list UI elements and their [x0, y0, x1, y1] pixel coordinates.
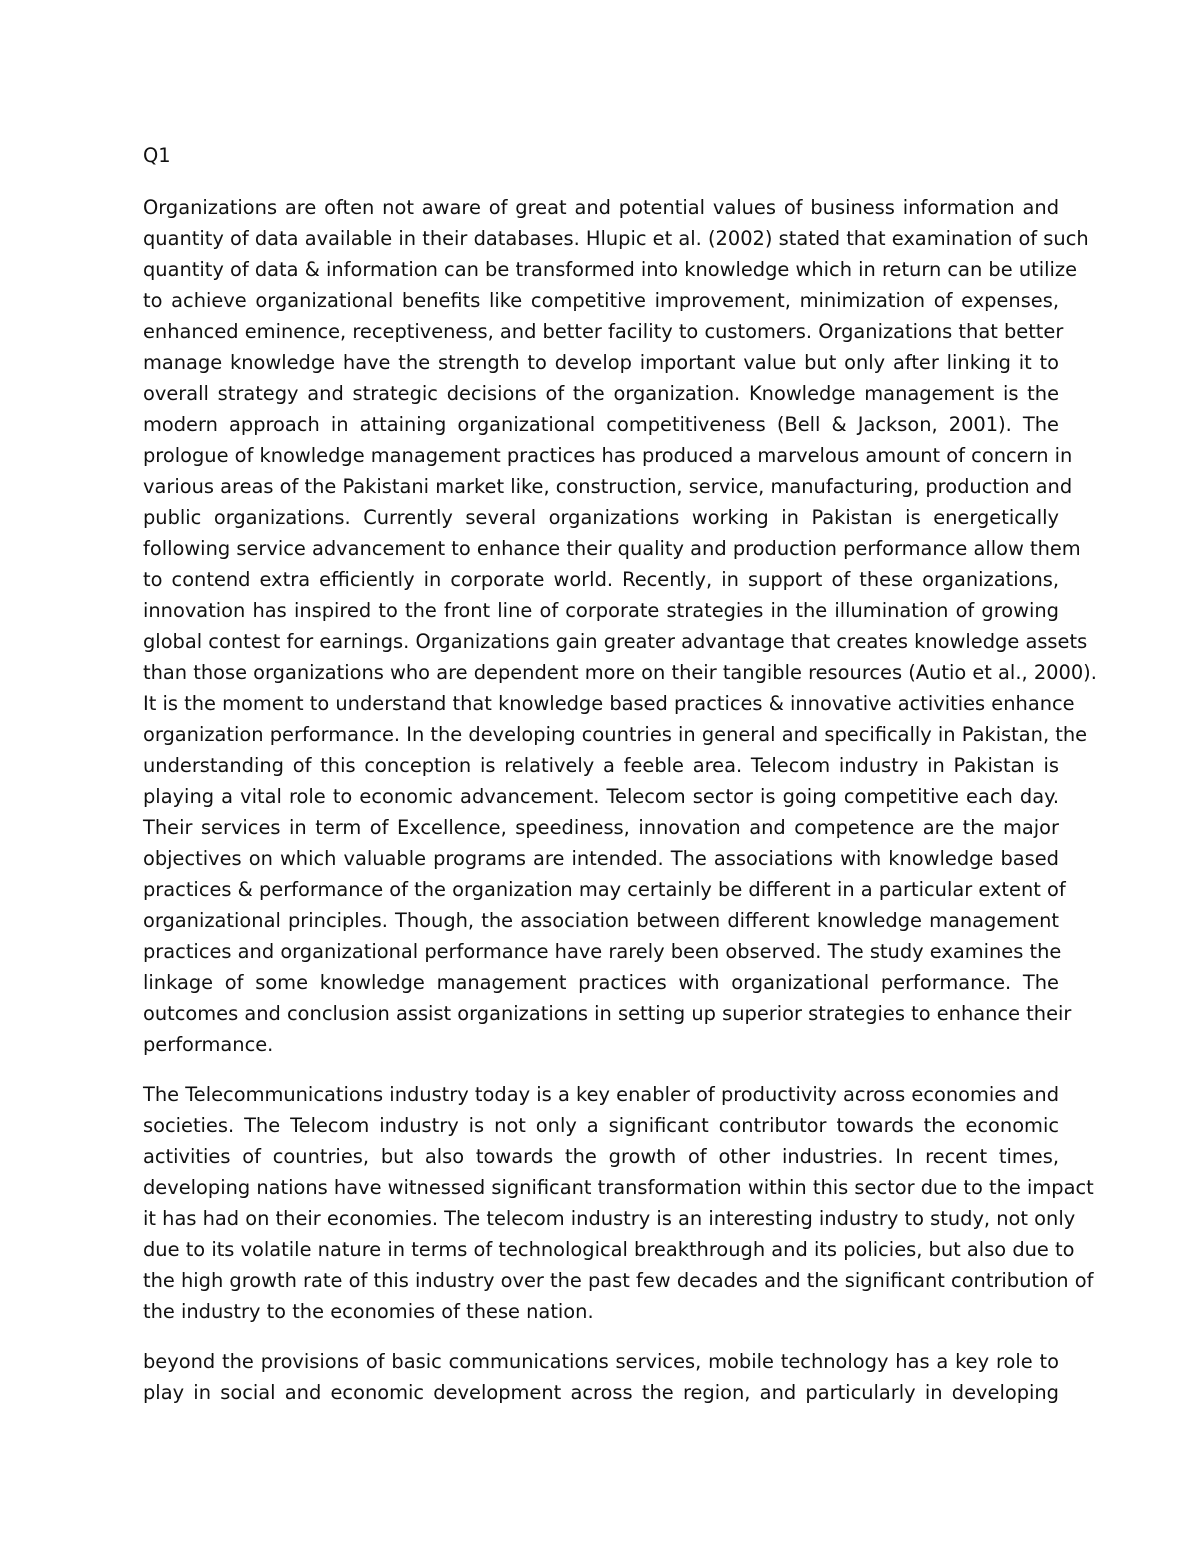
text-line: beyond the provisions of basic communications services, mobile technology has a key role to [143, 1350, 1059, 1373]
text-line: than those organizations who are dependent more on their tangible resources (Autio et al., 2000). [143, 661, 1097, 684]
text-line: various areas of the Pakistani market like, construction, service, manufacturing, production and [143, 475, 1073, 498]
text-line: public organizations. Currently several organizations working in Pakistan is energetically [143, 506, 1059, 529]
text-line: The Telecommunications industry today is a key enabler of productivity across economies and [143, 1083, 1059, 1106]
text-line: objectives on which valuable programs are intended. The associations with knowledge based [143, 847, 1059, 870]
paragraph-1 [143, 192, 1097, 1060]
text-line: organizational principles. Though, the association between different knowledge management [143, 909, 1059, 932]
text-line: organization performance. In the developing countries in general and specifically in Pakistan, the [143, 723, 1088, 746]
text-line: the industry to the economies of these nation. [143, 1300, 594, 1323]
text-line: to achieve organizational benefits like competitive improvement, minimization of expenses, [143, 289, 1059, 312]
paragraph-container [143, 192, 1097, 1408]
text-line: linkage of some knowledge management practices with organizational performance. The [143, 971, 1059, 994]
text-line: It is the moment to understand that knowledge based practices & innovative activities enhance [143, 692, 1075, 715]
text-line: understanding of this conception is relatively a feeble area. Telecom industry in Pakistan is [143, 754, 1059, 777]
text-line: overall strategy and strategic decisions of the organization. Knowledge management is the [143, 382, 1059, 405]
paragraph-3 [143, 1346, 1059, 1408]
text-line: outcomes and conclusion assist organizations in setting up superior strategies to enhance their [143, 1002, 1072, 1025]
text-line: due to its volatile nature in terms of technological breakthrough and its policies, but also due to [143, 1238, 1075, 1261]
text-line: prologue of knowledge management practices has produced a marvelous amount of concern in [143, 444, 1073, 467]
text-line: performance. [143, 1033, 274, 1056]
text-line: manage knowledge have the strength to develop important value but only after linking it to [143, 351, 1059, 374]
text-line: developing nations have witnessed significant transformation within this sector due to the impact [143, 1176, 1094, 1199]
text-line: quantity of data & information can be transformed into knowledge which in return can be utilize [143, 258, 1077, 281]
text-line: playing a vital role to economic advancement. Telecom sector is going competitive each day. [143, 785, 1059, 808]
text-line: enhanced eminence, receptiveness, and better facility to customers. Organizations that better [143, 320, 1064, 343]
question-heading: Q1 [143, 144, 171, 167]
text-line: practices & performance of the organization may certainly be different in a particular extent of [143, 878, 1066, 901]
text-line: the high growth rate of this industry over the past few decades and the significant contribution of [143, 1269, 1094, 1292]
text-line: Their services in term of Excellence, speediness, innovation and competence are the major [143, 816, 1059, 839]
text-line: following service advancement to enhance their quality and production performance allow them [143, 537, 1081, 560]
text-line: societies. The Telecom industry is not only a significant contributor towards the economic [143, 1114, 1059, 1137]
text-line: activities of countries, but also towards the growth of other industries. In recent times, [143, 1145, 1059, 1168]
text-line: global contest for earnings. Organizations gain greater advantage that creates knowledge assets [143, 630, 1088, 653]
text-line: innovation has inspired to the front line of corporate strategies in the illumination of growing [143, 599, 1059, 622]
text-line: play in social and economic development across the region, and particularly in developing [143, 1381, 1059, 1404]
text-line: practices and organizational performance have rarely been observed. The study examines the [143, 940, 1062, 963]
text-line: quantity of data available in their databases. Hlupic et al. (2002) stated that examination of such [143, 227, 1089, 250]
document-body [143, 140, 1097, 1427]
text-line: modern approach in attaining organizational competitiveness (Bell & Jackson, 2001). The [143, 413, 1059, 436]
text-line: it has had on their economies. The telecom industry is an interesting industry to study, not only [143, 1207, 1076, 1230]
text-line: Organizations are often not aware of great and potential values of business information and [143, 196, 1059, 219]
paragraph-2 [143, 1079, 1094, 1327]
text-line: to contend extra efficiently in corporate world. Recently, in support of these organizations, [143, 568, 1059, 591]
